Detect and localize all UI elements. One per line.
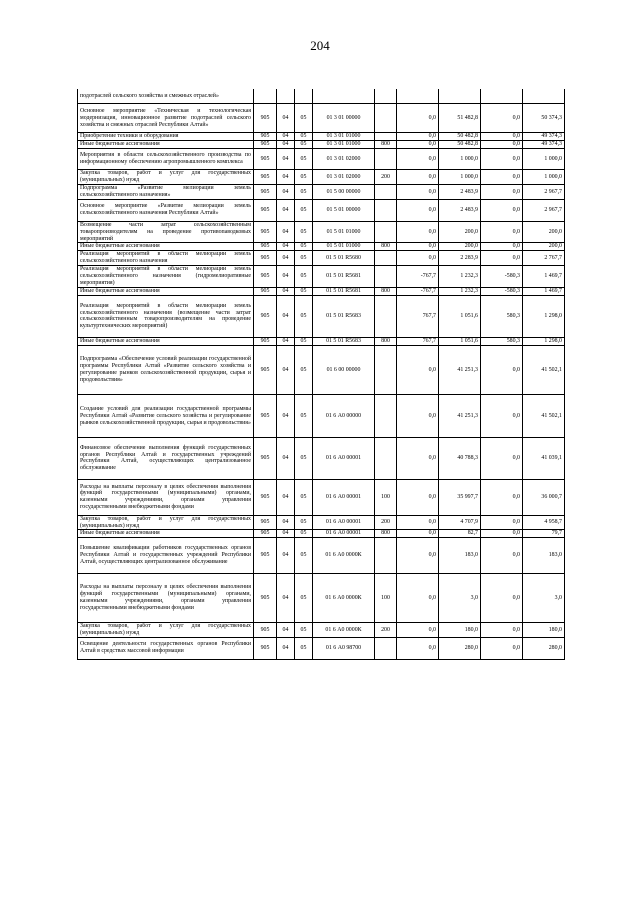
table-row bbox=[78, 295, 565, 337]
row-amount-year2-cell: 2 767,7 bbox=[523, 251, 565, 266]
row-change-year2-cell: 0,0 bbox=[481, 480, 523, 516]
row-target-article-cell: 01 3 01 02000 bbox=[313, 170, 375, 185]
row-ministry-code-cell: 905 bbox=[254, 170, 277, 185]
row-change-year1-cell: 0,0 bbox=[397, 480, 439, 516]
row-name-cell: Основное мероприятие «Развитие мелиорации земель сельскохозяйственного назначения Республики Алтай» bbox=[78, 200, 254, 222]
row-change-year2-cell: 0,0 bbox=[481, 104, 523, 133]
row-change-year2-cell: -580,3 bbox=[481, 266, 523, 288]
row-expense-type-cell: 100 bbox=[375, 573, 397, 622]
row-amount-year2-cell: 1 000,0 bbox=[523, 148, 565, 170]
row-amount-year2-cell: 1 000,0 bbox=[523, 170, 565, 185]
row-ministry-code-cell: 905 bbox=[254, 104, 277, 133]
row-name-cell: Закупка товаров, работ и услуг для государственных (муниципальных) нужд bbox=[78, 515, 254, 530]
row-name-cell: Освещение деятельности государственных органов Республики Алтай в средствах массовой информации bbox=[78, 637, 254, 659]
row-change-year2-cell: 0,0 bbox=[481, 243, 523, 251]
row-change-year1-cell: 0,0 bbox=[397, 132, 439, 140]
table-row bbox=[78, 623, 565, 638]
budget-table-body bbox=[78, 89, 565, 659]
row-expense-type-cell: 800 bbox=[375, 287, 397, 295]
row-change-year2-cell: -580,3 bbox=[481, 287, 523, 295]
row-amount-year2-cell: 2 967,7 bbox=[523, 185, 565, 200]
row-ministry-code-cell: 905 bbox=[254, 530, 277, 538]
row-section-cell: 04 bbox=[277, 480, 295, 516]
table-row bbox=[78, 170, 565, 185]
row-ministry-code-cell: 905 bbox=[254, 437, 277, 479]
row-section-cell: 04 bbox=[277, 395, 295, 437]
row-target-article-cell: 01 5 01 R5681 bbox=[313, 287, 375, 295]
row-subsection-cell: 05 bbox=[295, 287, 313, 295]
row-target-article-cell: 01 3 01 02000 bbox=[313, 148, 375, 170]
row-ministry-code-cell: 905 bbox=[254, 200, 277, 222]
row-change-year1-cell: 0,0 bbox=[397, 515, 439, 530]
row-section-cell: 04 bbox=[277, 530, 295, 538]
row-change-year1-cell: 0,0 bbox=[397, 538, 439, 574]
row-change-year2-cell: 0,0 bbox=[481, 437, 523, 479]
row-subsection-cell: 05 bbox=[295, 530, 313, 538]
row-amount-year1-cell: 180,0 bbox=[439, 623, 481, 638]
row-amount-year1-cell: 280,0 bbox=[439, 637, 481, 659]
row-change-year1-cell: 0,0 bbox=[397, 437, 439, 479]
table-row bbox=[78, 480, 565, 516]
row-amount-year2-cell: 2 967,7 bbox=[523, 200, 565, 222]
row-section-cell: 04 bbox=[277, 243, 295, 251]
row-amount-year2-cell: 79,7 bbox=[523, 530, 565, 538]
table-row bbox=[78, 637, 565, 659]
row-section-cell: 04 bbox=[277, 132, 295, 140]
row-change-year2-cell: 0,0 bbox=[481, 395, 523, 437]
budget-table bbox=[77, 89, 565, 660]
row-amount-year2-cell: 200,0 bbox=[523, 243, 565, 251]
row-change-year1-cell: 0,0 bbox=[397, 395, 439, 437]
table-row bbox=[78, 89, 565, 104]
row-name-cell: Реализация мероприятий в области мелиорации земель сельскохозяйственного назначения (возмещение части затрат сельскохозяйственным товаропроизводителям на проведение культуртехнических мероприятий) bbox=[78, 295, 254, 337]
row-expense-type-cell bbox=[375, 221, 397, 243]
row-change-year1-cell: 0,0 bbox=[397, 200, 439, 222]
row-name-cell: Закупка товаров, работ и услуг для государственных (муниципальных) нужд bbox=[78, 623, 254, 638]
row-section-cell: 04 bbox=[277, 295, 295, 337]
row-ministry-code-cell: 905 bbox=[254, 480, 277, 516]
table-row bbox=[78, 338, 565, 346]
row-amount-year1-cell: 2 483,9 bbox=[439, 200, 481, 222]
row-target-article-cell: 01 6 А0 0000К bbox=[313, 623, 375, 638]
row-change-year2-cell: 0,0 bbox=[481, 185, 523, 200]
row-ministry-code-cell: 905 bbox=[254, 148, 277, 170]
row-subsection-cell: 05 bbox=[295, 395, 313, 437]
row-change-year2-cell: 580,3 bbox=[481, 338, 523, 346]
row-amount-year2-cell: 36 000,7 bbox=[523, 480, 565, 516]
row-subsection-cell: 05 bbox=[295, 515, 313, 530]
row-amount-year1-cell: 183,0 bbox=[439, 538, 481, 574]
row-target-article-cell: 01 6 А0 00000 bbox=[313, 395, 375, 437]
row-name-cell: Иные бюджетные ассигнования bbox=[78, 338, 254, 346]
row-target-article-cell: 01 6 А0 0000К bbox=[313, 573, 375, 622]
row-expense-type-cell bbox=[375, 132, 397, 140]
row-section-cell: 04 bbox=[277, 266, 295, 288]
row-subsection-cell: 05 bbox=[295, 480, 313, 516]
row-ministry-code-cell: 905 bbox=[254, 538, 277, 574]
row-name-cell: Расходы на выплаты персоналу в целях обеспечения выполнения функций государственными (муниципальными) органами, казенными учреждениями, органами управления государственными внебюджетными фондами bbox=[78, 573, 254, 622]
row-expense-type-cell: 200 bbox=[375, 170, 397, 185]
row-section-cell: 04 bbox=[277, 287, 295, 295]
row-expense-type-cell: 100 bbox=[375, 480, 397, 516]
row-target-article-cell: 01 3 01 00000 bbox=[313, 104, 375, 133]
row-name-cell: Иные бюджетные ассигнования bbox=[78, 530, 254, 538]
row-section-cell: 04 bbox=[277, 200, 295, 222]
row-section-cell: 04 bbox=[277, 538, 295, 574]
table-row bbox=[78, 573, 565, 622]
row-amount-year2-cell: 3,0 bbox=[523, 573, 565, 622]
row-target-article-cell: 01 5 01 01000 bbox=[313, 243, 375, 251]
row-ministry-code-cell: 905 bbox=[254, 623, 277, 638]
row-name-cell: Реализация мероприятий в области мелиорации земель сельскохозяйственного назначения (гидромелиоративные мероприятия) bbox=[78, 266, 254, 288]
row-change-year1-cell: 767,7 bbox=[397, 338, 439, 346]
row-name-cell: Подпрограмма «Обеспечение условий реализации государственной программы Республики Алтай «Развитие сельского хозяйства и регулирование рынков сельскохозяйственной продукции, сырья и продовольствия» bbox=[78, 346, 254, 395]
row-change-year2-cell: 0,0 bbox=[481, 346, 523, 395]
row-amount-year2-cell bbox=[523, 89, 565, 104]
row-name-cell: Подпрограмма «Развитие мелиорации земель сельскохозяйственного назначения» bbox=[78, 185, 254, 200]
row-name-cell: Закупка товаров, работ и услуг для государственных (муниципальных) нужд bbox=[78, 170, 254, 185]
row-target-article-cell bbox=[313, 89, 375, 104]
row-ministry-code-cell: 905 bbox=[254, 140, 277, 148]
row-subsection-cell: 05 bbox=[295, 221, 313, 243]
row-subsection-cell: 05 bbox=[295, 132, 313, 140]
table-row bbox=[78, 185, 565, 200]
row-ministry-code-cell: 905 bbox=[254, 221, 277, 243]
row-ministry-code-cell: 905 bbox=[254, 243, 277, 251]
row-change-year1-cell: 0,0 bbox=[397, 637, 439, 659]
row-name-cell: Иные бюджетные ассигнования bbox=[78, 243, 254, 251]
row-expense-type-cell bbox=[375, 266, 397, 288]
row-change-year2-cell: 0,0 bbox=[481, 148, 523, 170]
row-target-article-cell: 01 6 А0 00001 bbox=[313, 515, 375, 530]
row-ministry-code-cell: 905 bbox=[254, 251, 277, 266]
row-amount-year2-cell: 41 039,1 bbox=[523, 437, 565, 479]
row-amount-year1-cell: 2 483,9 bbox=[439, 185, 481, 200]
row-ministry-code-cell: 905 bbox=[254, 266, 277, 288]
row-expense-type-cell bbox=[375, 185, 397, 200]
row-section-cell: 04 bbox=[277, 346, 295, 395]
row-ministry-code-cell: 905 bbox=[254, 637, 277, 659]
row-name-cell: Приобретение техники и оборудования bbox=[78, 132, 254, 140]
table-row bbox=[78, 200, 565, 222]
row-amount-year2-cell: 183,0 bbox=[523, 538, 565, 574]
row-section-cell: 04 bbox=[277, 148, 295, 170]
row-amount-year1-cell: 41 251,3 bbox=[439, 395, 481, 437]
row-amount-year2-cell: 41 502,1 bbox=[523, 395, 565, 437]
table-row bbox=[78, 530, 565, 538]
row-change-year1-cell: -767,7 bbox=[397, 266, 439, 288]
table-row bbox=[78, 140, 565, 148]
row-name-cell: Иные бюджетные ассигнования bbox=[78, 140, 254, 148]
row-amount-year1-cell: 1 000,0 bbox=[439, 148, 481, 170]
row-change-year1-cell: 0,0 bbox=[397, 148, 439, 170]
row-target-article-cell: 01 5 01 R5680 bbox=[313, 251, 375, 266]
row-subsection-cell: 05 bbox=[295, 251, 313, 266]
row-amount-year2-cell: 1 298,0 bbox=[523, 338, 565, 346]
row-amount-year1-cell: 4 707,9 bbox=[439, 515, 481, 530]
row-target-article-cell: 01 3 01 01000 bbox=[313, 140, 375, 148]
row-section-cell: 04 bbox=[277, 170, 295, 185]
row-expense-type-cell bbox=[375, 89, 397, 104]
row-target-article-cell: 01 6 00 00000 bbox=[313, 346, 375, 395]
row-section-cell: 04 bbox=[277, 140, 295, 148]
table-row bbox=[78, 538, 565, 574]
row-subsection-cell: 05 bbox=[295, 104, 313, 133]
table-row bbox=[78, 243, 565, 251]
row-expense-type-cell bbox=[375, 295, 397, 337]
row-change-year1-cell: 0,0 bbox=[397, 185, 439, 200]
row-expense-type-cell bbox=[375, 395, 397, 437]
row-expense-type-cell: 800 bbox=[375, 243, 397, 251]
row-target-article-cell: 01 5 01 R5681 bbox=[313, 266, 375, 288]
row-expense-type-cell: 800 bbox=[375, 140, 397, 148]
row-change-year2-cell: 0,0 bbox=[481, 251, 523, 266]
row-amount-year2-cell: 180,0 bbox=[523, 623, 565, 638]
row-amount-year2-cell: 200,0 bbox=[523, 221, 565, 243]
row-change-year2-cell: 0,0 bbox=[481, 200, 523, 222]
row-change-year2-cell: 0,0 bbox=[481, 140, 523, 148]
row-name-cell: Повышение квалификации работников государственных органов Республики Алтай и государственных учреждений Республики Алтай, осуществляющих централизованное обслуживание bbox=[78, 538, 254, 574]
row-change-year2-cell: 0,0 bbox=[481, 538, 523, 574]
row-subsection-cell: 05 bbox=[295, 437, 313, 479]
row-name-cell: Расходы на выплаты персоналу в целях обеспечения выполнения функций государственными (муниципальными) органами, казенными учреждениями, органами управления государственными внебюджетными фондами bbox=[78, 480, 254, 516]
row-section-cell: 04 bbox=[277, 437, 295, 479]
row-ministry-code-cell: 905 bbox=[254, 395, 277, 437]
row-amount-year1-cell: 1 000,0 bbox=[439, 170, 481, 185]
table-row bbox=[78, 251, 565, 266]
table-row bbox=[78, 515, 565, 530]
row-name-cell: Финансовое обеспечение выполнения функций государственных органов Республики Алтай и государственных учреждений Республики Алтай, осуществляющих централизованное обслуживание bbox=[78, 437, 254, 479]
row-subsection-cell: 05 bbox=[295, 637, 313, 659]
row-name-cell: Создание условий для реализации государственной программы Республики Алтай «Развитие сельского хозяйства и регулирование рынков сельскохозяйственной продукции, сырья и продовольствия» bbox=[78, 395, 254, 437]
row-change-year1-cell bbox=[397, 89, 439, 104]
row-change-year2-cell: 0,0 bbox=[481, 221, 523, 243]
row-amount-year2-cell: 50 374,3 bbox=[523, 104, 565, 133]
row-amount-year2-cell: 4 958,7 bbox=[523, 515, 565, 530]
row-expense-type-cell bbox=[375, 148, 397, 170]
row-change-year2-cell bbox=[481, 89, 523, 104]
row-change-year2-cell: 0,0 bbox=[481, 170, 523, 185]
row-name-cell: Иные бюджетные ассигнования bbox=[78, 287, 254, 295]
row-amount-year2-cell: 49 374,3 bbox=[523, 140, 565, 148]
row-amount-year1-cell: 40 788,3 bbox=[439, 437, 481, 479]
row-expense-type-cell bbox=[375, 104, 397, 133]
table-row bbox=[78, 395, 565, 437]
row-expense-type-cell bbox=[375, 251, 397, 266]
row-target-article-cell: 01 3 01 01000 bbox=[313, 132, 375, 140]
row-amount-year1-cell: 3,0 bbox=[439, 573, 481, 622]
row-amount-year2-cell: 1 469,7 bbox=[523, 266, 565, 288]
row-target-article-cell: 01 5 01 R5683 bbox=[313, 295, 375, 337]
row-amount-year1-cell: 82,7 bbox=[439, 530, 481, 538]
row-subsection-cell: 05 bbox=[295, 623, 313, 638]
row-change-year2-cell: 0,0 bbox=[481, 530, 523, 538]
row-section-cell: 04 bbox=[277, 251, 295, 266]
row-ministry-code-cell: 905 bbox=[254, 338, 277, 346]
row-subsection-cell: 05 bbox=[295, 170, 313, 185]
row-change-year1-cell: 0,0 bbox=[397, 346, 439, 395]
row-change-year1-cell: 0,0 bbox=[397, 243, 439, 251]
row-target-article-cell: 01 6 А0 00001 bbox=[313, 437, 375, 479]
table-row bbox=[78, 104, 565, 133]
table-row bbox=[78, 266, 565, 288]
row-ministry-code-cell: 905 bbox=[254, 295, 277, 337]
row-target-article-cell: 01 6 А0 00001 bbox=[313, 480, 375, 516]
row-subsection-cell: 05 bbox=[295, 573, 313, 622]
row-expense-type-cell: 800 bbox=[375, 338, 397, 346]
row-target-article-cell: 01 5 01 00000 bbox=[313, 200, 375, 222]
row-amount-year1-cell: 200,0 bbox=[439, 243, 481, 251]
row-change-year1-cell: 0,0 bbox=[397, 530, 439, 538]
row-amount-year2-cell: 41 502,1 bbox=[523, 346, 565, 395]
row-subsection-cell: 05 bbox=[295, 140, 313, 148]
row-amount-year1-cell: 2 283,9 bbox=[439, 251, 481, 266]
row-target-article-cell: 01 5 01 R5683 bbox=[313, 338, 375, 346]
row-ministry-code-cell: 905 bbox=[254, 346, 277, 395]
row-ministry-code-cell: 905 bbox=[254, 287, 277, 295]
row-amount-year2-cell: 1 298,0 bbox=[523, 295, 565, 337]
table-row bbox=[78, 346, 565, 395]
row-expense-type-cell: 200 bbox=[375, 515, 397, 530]
table-row bbox=[78, 437, 565, 479]
row-ministry-code-cell: 905 bbox=[254, 573, 277, 622]
row-expense-type-cell bbox=[375, 437, 397, 479]
row-target-article-cell: 01 5 00 00000 bbox=[313, 185, 375, 200]
row-section-cell: 04 bbox=[277, 573, 295, 622]
row-change-year1-cell: 0,0 bbox=[397, 140, 439, 148]
row-amount-year1-cell: 200,0 bbox=[439, 221, 481, 243]
row-subsection-cell: 05 bbox=[295, 538, 313, 574]
row-change-year2-cell: 0,0 bbox=[481, 132, 523, 140]
row-expense-type-cell bbox=[375, 637, 397, 659]
row-change-year2-cell: 0,0 bbox=[481, 623, 523, 638]
row-section-cell: 04 bbox=[277, 221, 295, 243]
row-change-year1-cell: 0,0 bbox=[397, 623, 439, 638]
row-change-year1-cell: 0,0 bbox=[397, 104, 439, 133]
row-change-year2-cell: 0,0 bbox=[481, 637, 523, 659]
table-row bbox=[78, 132, 565, 140]
row-ministry-code-cell: 905 bbox=[254, 185, 277, 200]
table-row bbox=[78, 221, 565, 243]
row-ministry-code-cell: 905 bbox=[254, 515, 277, 530]
row-subsection-cell bbox=[295, 89, 313, 104]
row-change-year2-cell: 580,3 bbox=[481, 295, 523, 337]
row-section-cell bbox=[277, 89, 295, 104]
row-expense-type-cell bbox=[375, 538, 397, 574]
row-name-cell: Основное мероприятие «Техническая и технологическая модернизация, инновационное развитие подотраслей сельского хозяйства и смежных отраслей Республики Алтай» bbox=[78, 104, 254, 133]
row-amount-year1-cell: 1 232,3 bbox=[439, 266, 481, 288]
row-change-year1-cell: 0,0 bbox=[397, 221, 439, 243]
table-row bbox=[78, 148, 565, 170]
row-amount-year1-cell: 1 232,3 bbox=[439, 287, 481, 295]
row-change-year2-cell: 0,0 bbox=[481, 515, 523, 530]
row-amount-year1-cell: 35 997,7 bbox=[439, 480, 481, 516]
row-target-article-cell: 01 6 А0 98700 bbox=[313, 637, 375, 659]
row-amount-year1-cell bbox=[439, 89, 481, 104]
row-change-year1-cell: -767,7 bbox=[397, 287, 439, 295]
row-subsection-cell: 05 bbox=[295, 346, 313, 395]
row-change-year1-cell: 0,0 bbox=[397, 251, 439, 266]
row-expense-type-cell: 200 bbox=[375, 623, 397, 638]
row-change-year1-cell: 767,7 bbox=[397, 295, 439, 337]
row-amount-year1-cell: 41 251,3 bbox=[439, 346, 481, 395]
row-amount-year2-cell: 1 469,7 bbox=[523, 287, 565, 295]
row-change-year2-cell: 0,0 bbox=[481, 573, 523, 622]
row-target-article-cell: 01 6 А0 00001 bbox=[313, 530, 375, 538]
row-amount-year1-cell: 1 051,6 bbox=[439, 295, 481, 337]
row-change-year1-cell: 0,0 bbox=[397, 573, 439, 622]
row-ministry-code-cell: 905 bbox=[254, 132, 277, 140]
row-name-cell: Реализация мероприятий в области мелиорации земель сельскохозяйственного назначения bbox=[78, 251, 254, 266]
row-subsection-cell: 05 bbox=[295, 338, 313, 346]
row-section-cell: 04 bbox=[277, 623, 295, 638]
row-amount-year1-cell: 51 482,8 bbox=[439, 104, 481, 133]
row-subsection-cell: 05 bbox=[295, 200, 313, 222]
row-subsection-cell: 05 bbox=[295, 148, 313, 170]
row-section-cell: 04 bbox=[277, 338, 295, 346]
row-change-year1-cell: 0,0 bbox=[397, 170, 439, 185]
page-number: 204 bbox=[310, 38, 330, 53]
row-amount-year1-cell: 50 482,8 bbox=[439, 140, 481, 148]
row-amount-year1-cell: 50 482,8 bbox=[439, 132, 481, 140]
row-section-cell: 04 bbox=[277, 515, 295, 530]
row-subsection-cell: 05 bbox=[295, 266, 313, 288]
row-subsection-cell: 05 bbox=[295, 295, 313, 337]
row-ministry-code-cell bbox=[254, 89, 277, 104]
row-subsection-cell: 05 bbox=[295, 243, 313, 251]
row-section-cell: 04 bbox=[277, 637, 295, 659]
row-expense-type-cell bbox=[375, 346, 397, 395]
row-amount-year2-cell: 49 374,3 bbox=[523, 132, 565, 140]
row-subsection-cell: 05 bbox=[295, 185, 313, 200]
table-row bbox=[78, 287, 565, 295]
row-section-cell: 04 bbox=[277, 185, 295, 200]
row-name-cell: Возмещение части затрат сельскохозяйственным товаропроизводителям на проведение противопаводковых мероприятий bbox=[78, 221, 254, 243]
row-target-article-cell: 01 5 01 01000 bbox=[313, 221, 375, 243]
row-expense-type-cell: 800 bbox=[375, 530, 397, 538]
row-section-cell: 04 bbox=[277, 104, 295, 133]
row-amount-year1-cell: 1 051,6 bbox=[439, 338, 481, 346]
row-name-cell: подотраслей сельского хозяйства и смежных отраслей» bbox=[78, 89, 254, 104]
row-target-article-cell: 01 6 А0 0000К bbox=[313, 538, 375, 574]
row-name-cell: Мероприятия в области сельскохозяйственного производства по информационному обеспечению агропромышленного комплекса bbox=[78, 148, 254, 170]
row-amount-year2-cell: 280,0 bbox=[523, 637, 565, 659]
row-expense-type-cell bbox=[375, 200, 397, 222]
